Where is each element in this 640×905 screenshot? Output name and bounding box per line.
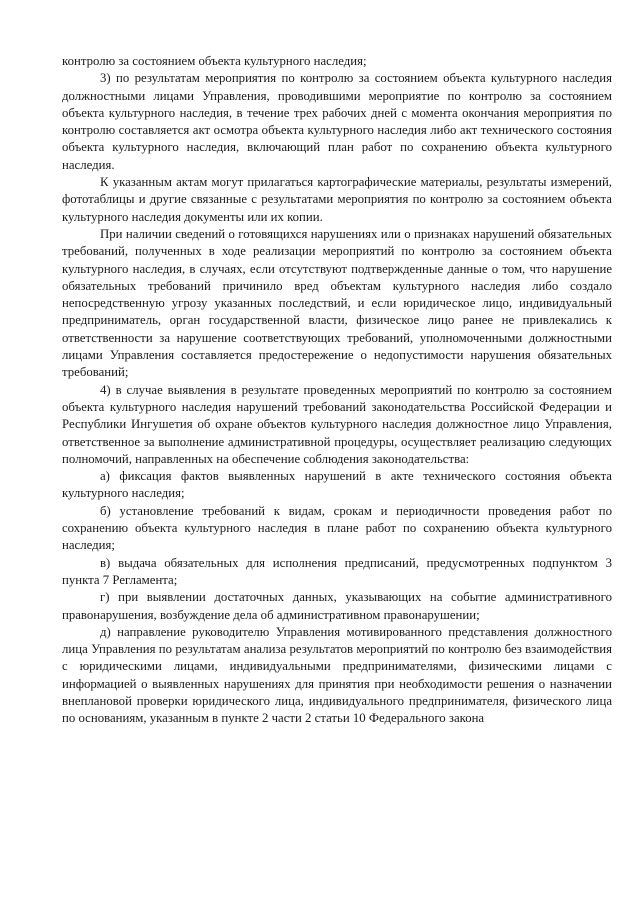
document-body <box>62 53 612 728</box>
paragraph-attachments: К указанным актам могут прилагаться картографические материалы, результаты измерений, фототаблицы и другие связанные с результатами мероприятия по контролю за состоянием объекта культурного наследия документы или их копии. <box>62 175 612 224</box>
subitem-b: б) установление требований к видам, срокам и периодичности проведения работ по сохранению объекта культурного наследия в плане работ по сохранению объекта культурного наследия; <box>62 503 612 553</box>
paragraph-item-3: 3) по результатам мероприятия по контролю за состоянием объекта культурного наследия должностными лицами Управления, проводившими мероприятие по контролю за состоянием объекта культурного наследия, в течение трех рабочих дней с момента окончания мероприятия по контролю составляется акт осмотра объекта культурного наследия либо акт технического состояния объекта культурного наследия, включающий план работ по сохранению объекта культурного наследия. <box>62 71 612 172</box>
subitem-g: г) при выявлении достаточных данных, указывающих на событие административного правонарушения, возбуждение дела об административном правонарушении; <box>62 590 612 622</box>
subitem-v: в) выдача обязательных для исполнения предписаний, предусмотренных подпунктом 3 пункта 7 Регламента; <box>62 555 612 587</box>
paragraph-item-4: 4) в случае выявления в результате проведенных мероприятий по контролю за состоянием объекта культурного наследия нарушений требований законодательства Российской Федерации и Республики Ингушетия об охране объектов культурного наследия должностное лицо Управления, ответственное за выполнение административной процедуры, осуществляет реализацию следующих полномочий, направленных на обеспечение соблюдения законодательства: <box>62 382 612 466</box>
paragraph-continuation: контролю за состоянием объекта культурного наследия; <box>62 54 367 68</box>
subitem-d: д) направление руководителю Управления мотивированного представления должностного лица Управления по результатам анализа результатов мероприятий по контролю без взаимодействия с юридическими лицами, индивидуальными предпринимателями, физическими лицами с информацией о выявленных нарушениях для принятия при необходимости решения о назначении внеплановой проверки юридического лица, индивидуального предпринимателя, физического лица по основаниям, указанным в пункте 2 части 2 статьи 10 Федерального закона <box>62 624 612 726</box>
subitem-a: а) фиксация фактов выявленных нарушений в акте технического состояния объекта культурного наследия; <box>62 469 612 501</box>
paragraph-warning: При наличии сведений о готовящихся нарушениях или о признаках нарушений обязательных требований, полученных в ходе реализации мероприятий по контролю за состоянием объекта культурного наследия, в случаях, если отсутствуют подтвержденные данные о том, что нарушение обязательных требований причинило вред объектам культурного наследия либо создало непосредственную угрозу указанных последствий, и если юридическое лицо, индивидуальный предприниматель, орган государственной власти, физическое лицо ранее не привлекались к ответственности за нарушение соответствующих требований, уполномоченными должностными лицами Управления составляется предостережение о недопустимости нарушения обязательных требований; <box>62 226 612 380</box>
